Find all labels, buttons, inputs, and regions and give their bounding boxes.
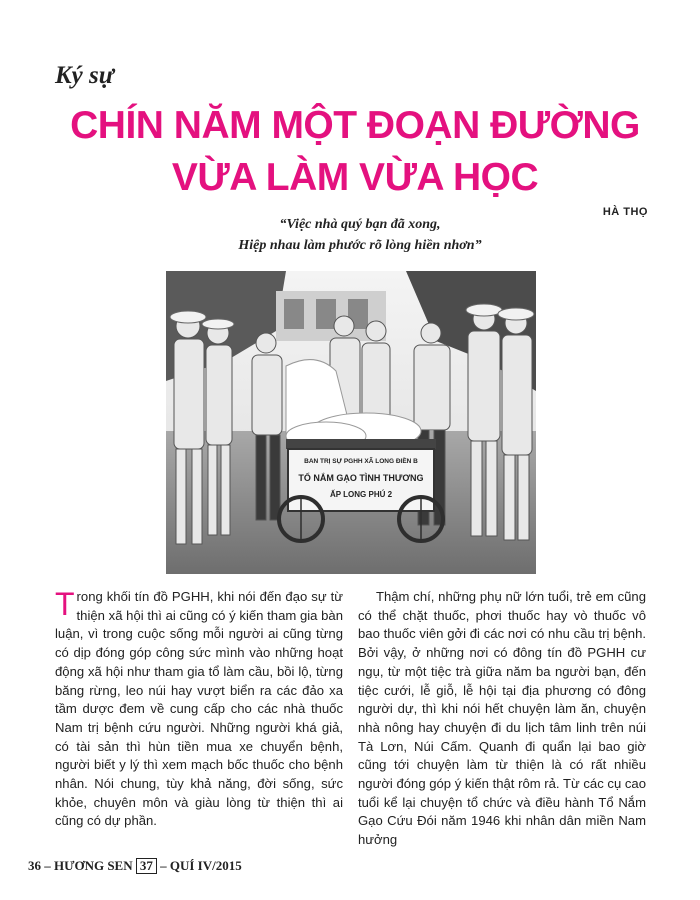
author-byline: HÀ THỌ [602,206,648,218]
page-footer [28,858,242,874]
issue-period: QUÍ IV/2015 [169,858,242,873]
article-paragraph-1 [55,588,343,831]
section-kicker: Ký sự [55,62,114,89]
cart-sign-line-1: BAN TRỊ SỰ PGHH XÃ LONG ĐIỀN B [304,458,418,465]
drop-cap: T [55,586,75,622]
article-title [55,100,655,204]
epigraph [100,214,620,256]
footer-dash-2: – [160,858,167,873]
cart-sign-line-2: TỔ NẮM GẠO TÌNH THƯƠNG [298,473,424,483]
issue-number: 37 [136,858,157,874]
article-column-right [358,588,646,850]
title-line-2: VỪA LÀM VỪA HỌC [171,156,539,199]
article-photo [166,271,536,574]
cart-sign-line-3: ẤP LONG PHÚ 2 [329,490,393,499]
article-column-left [55,588,343,831]
title-line-1: CHÍN NĂM MỘT ĐOẠN ĐƯỜNG [70,104,640,147]
epigraph-line-2: Hiệp nhau làm phước rõ lòng hiền nhơn” [238,238,482,253]
article-paragraph-2: Thậm chí, những phụ nữ lớn tuổi, trẻ em cũng có thể chặt thuốc, phơi thuốc hay vò thuốc vô bao thuốc viên gởi đi các nơi có nhu cầu trị bệnh. Bởi vậy, ở những nơi có đông tín đồ PGHH cư ngụ, từ một tiệc trà giữa năm ba người bạn, đến tiệc cưới, lễ giỗ, lễ hội tại địa phương có đông người dự, thì khi nói hết chuyện làm ăn, chuyện nhà nông hay chuyện đi du lịch tâm linh trên núi Tà Lơn, Núi Cấm. Quanh đi quẩn lại bao giờ cũng tới chuyện làm từ thiện là có rất nhiều người đóng góp ý kiến thật rôm rả. Từ các cụ cao tuổi kể lại chuyện tổ chức và điều hành Tổ Nắm Gạo Cứu Đói năm 1946 khi nhân dân miền Nam hưởng [358,589,646,848]
paragraph-1-text: rong khối tín đồ PGHH, khi nói đến đạo sự từ thiện xã hội thì ai cũng có ý kiến tham gia bàn luận, vì trong cuộc sống mỗi người ai cũng từng có dịp đóng góp công sức mình vào những hoạt động xã hội như tham gia tổ làm cầu, bồi lộ, từng băng rừng, leo núi hay vượt biển ra các đảo xa tầm dược đem về cung cấp cho các nhà thuốc Nam trị bệnh cứu người. Những người khá giả, có tài sản thì hùn tiền mua xe chuyển bệnh, người biết y lý thì xem mạch bốc thuốc cho bệnh nhân. Nói chung, tùy khả năng, đời sống, sức khỏe, chuyên môn và giàu lòng từ thiện thì ai cũng có dự phần. [55,589,343,829]
magazine-name: HƯƠNG SEN [54,858,133,873]
page-number: 36 [28,858,41,873]
epigraph-line-1: “Việc nhà quý bạn đã xong, [279,217,441,232]
footer-dash: – [44,858,51,873]
